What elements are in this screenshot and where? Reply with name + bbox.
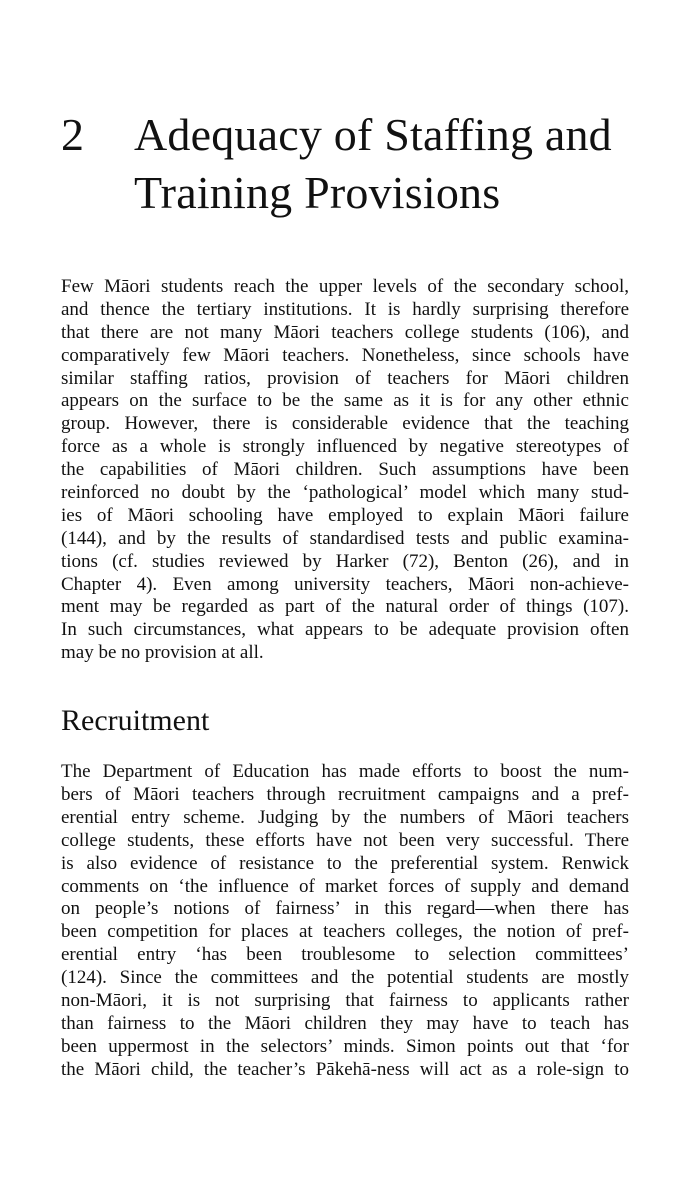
text-line: ies of Māori schooling have employed to explain Māori failure bbox=[61, 504, 629, 526]
text-line: college students, these efforts have not been very successful. There bbox=[61, 829, 629, 851]
text-line: erential entry ‘has been troublesome to selection committees’ bbox=[61, 944, 629, 966]
text-line: comments on ‘the influence of market forces of supply and demand bbox=[61, 875, 629, 897]
text-line: In such circumstances, what appears to be adequate provision often bbox=[61, 619, 629, 641]
text-line: is also evidence of resistance to the preferential system. Renwick bbox=[61, 852, 629, 874]
text-line: Chapter 4). Even among university teachers, Māori non-achieve- bbox=[61, 573, 629, 595]
chapter-number: 2 bbox=[61, 109, 85, 160]
text-line: force as a whole is strongly influenced by negative stereotypes of bbox=[61, 436, 629, 458]
text-line: tions (cf. studies reviewed by Harker (72), Benton (26), and in bbox=[61, 550, 629, 572]
text-line: on people’s notions of fairness’ in this regard—when there has bbox=[61, 898, 629, 920]
text-line: group. However, there is considerable evidence that the teaching bbox=[61, 413, 629, 435]
chapter-title-line: Adequacy of Staffing and bbox=[134, 109, 612, 160]
text-line: bers of Māori teachers through recruitment campaigns and a pref- bbox=[61, 784, 629, 806]
text-line: (144), and by the results of standardised tests and public examina- bbox=[61, 527, 629, 549]
text-line: similar staffing ratios, provision of teachers for Māori children bbox=[61, 367, 629, 389]
chapter-title bbox=[134, 106, 612, 222]
recruitment-paragraph bbox=[61, 761, 629, 1081]
text-line: comparatively few Māori teachers. Nonetheless, since schools have bbox=[61, 344, 629, 366]
text-line: may be no provision at all. bbox=[61, 642, 264, 664]
text-line: the Māori child, the teacher’s Pākehā-ness will act as a role-sign to bbox=[61, 1058, 629, 1080]
text-line: reinforced no doubt by the ‘pathological’ model which many stud- bbox=[61, 482, 629, 504]
text-line: ment may be regarded as part of the natural order of things (107). bbox=[61, 596, 629, 618]
chapter-title-line: Training Provisions bbox=[134, 167, 501, 218]
text-line: Few Māori students reach the upper levels of the secondary school, bbox=[61, 276, 629, 297]
text-line: appears on the surface to be the same as it is for any other ethnic bbox=[61, 390, 629, 412]
text-line: the capabilities of Māori children. Such assumptions have been bbox=[61, 459, 629, 481]
text-line: non-Māori, it is not surprising that fairness to applicants rather bbox=[61, 990, 629, 1012]
text-line: than fairness to the Māori children they may have to teach has bbox=[61, 1012, 629, 1034]
text-line: The Department of Education has made efforts to boost the num- bbox=[61, 761, 629, 783]
text-line: (124). Since the committees and the potential students are mostly bbox=[61, 967, 629, 989]
text-line: that there are not many Māori teachers college students (106), and bbox=[61, 321, 629, 343]
text-line: and thence the tertiary institutions. It is hardly surprising therefore bbox=[61, 298, 629, 320]
text-line: erential entry scheme. Judging by the numbers of Māori teachers bbox=[61, 806, 629, 828]
book-page bbox=[61, 106, 629, 1082]
text-line: been uppermost in the selectors’ minds. Simon points out that ‘for bbox=[61, 1035, 629, 1057]
text-line: been competition for places at teachers colleges, the notion of pref- bbox=[61, 921, 629, 943]
chapter-heading bbox=[61, 106, 629, 222]
intro-paragraph bbox=[61, 276, 629, 665]
section-heading: Recruitment bbox=[61, 704, 210, 738]
